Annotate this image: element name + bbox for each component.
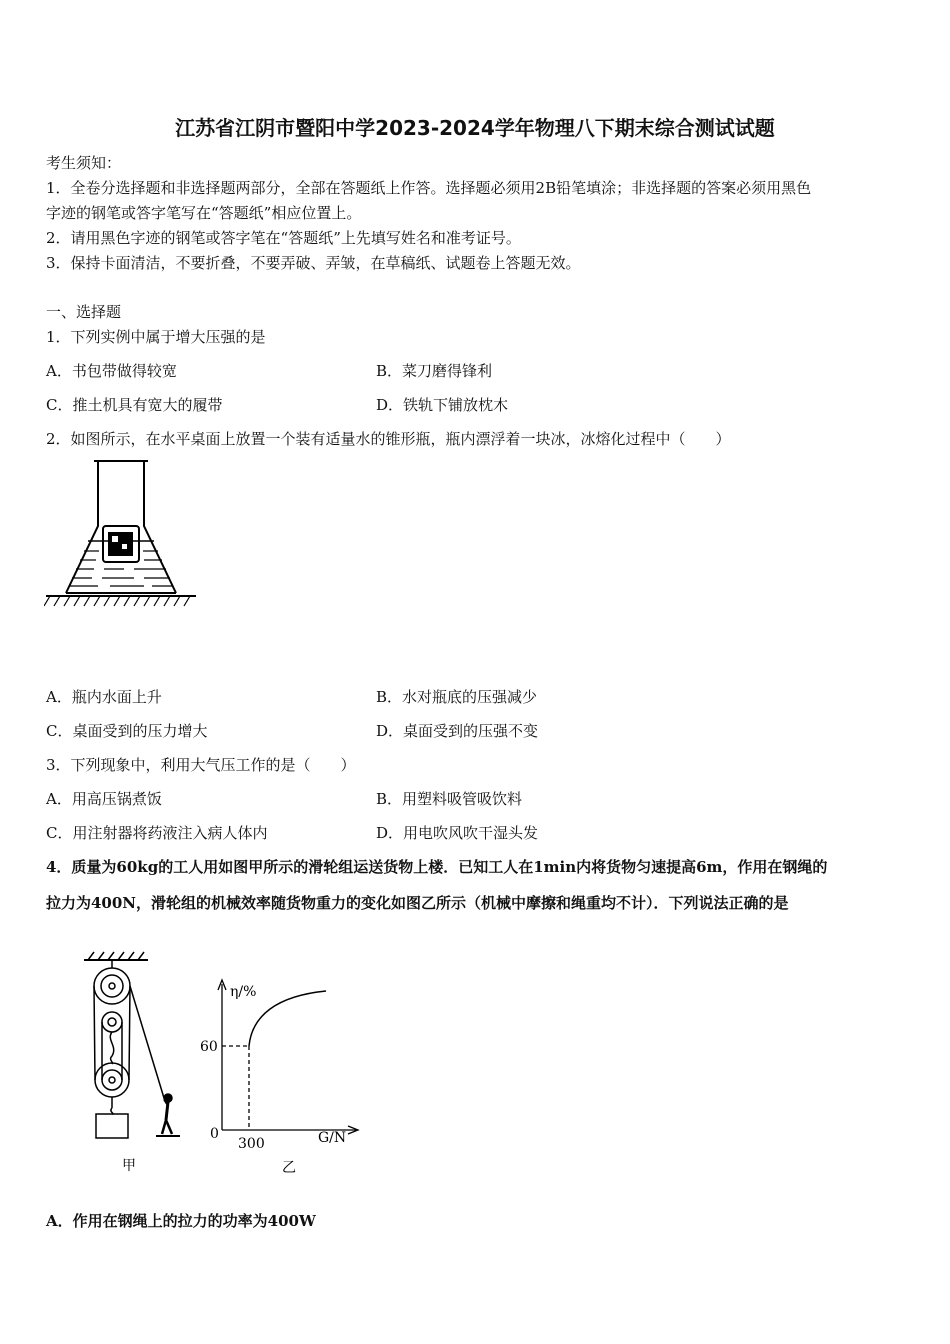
q3-option-d: D．用电吹风吹干湿头发 — [376, 824, 539, 842]
y-axis-label: η/% — [230, 984, 257, 1000]
question-3-stem: 3．下列现象中，利用大气压工作的是（ ） — [46, 756, 356, 774]
q1-option-d: D．铁轨下铺放枕木 — [376, 396, 509, 414]
section-heading: 一、选择题 — [46, 303, 122, 321]
figure-yi-label: 乙 — [282, 1160, 296, 1176]
question-2-stem: 2．如图所示，在水平桌面上放置一个装有适量水的锥形瓶，瓶内漂浮着一块冰，冰熔化过程中（ ） — [46, 430, 731, 448]
pulley-system-figure — [76, 948, 196, 1178]
notice-item: 3．保持卡面清洁，不要折叠，不要弄破、弄皱，在草稿纸、试题卷上答题无效。 — [46, 254, 581, 272]
y-tick-60: 60 — [200, 1039, 218, 1055]
notice-item: 1．全卷分选择题和非选择题两部分，全部在答题纸上作答。选择题必须用2B铅笔填涂；非选择题的答案必须用黑色 — [46, 179, 812, 197]
x-axis-label: G/N — [318, 1130, 347, 1146]
q2-option-d: D．桌面受到的压强不变 — [376, 722, 539, 740]
q2-option-a: A．瓶内水面上升 — [46, 688, 162, 706]
q3-option-a: A．用高压锅煮饭 — [46, 790, 162, 808]
conical-flask-figure — [44, 456, 204, 612]
notice-heading: 考生须知： — [46, 154, 122, 172]
question-4-stem-line1: 4．质量为60kg的工人用如图甲所示的滑轮组运送货物上楼．已知工人在1min内将货物匀速提高6m，作用在钢绳的 — [46, 858, 828, 876]
q4-option-a: A．作用在钢绳上的拉力的功率为400W — [46, 1212, 316, 1230]
q1-option-c: C．推土机具有宽大的履带 — [46, 396, 223, 414]
question-1-stem: 1．下列实例中属于增大压强的是 — [46, 328, 266, 346]
q1-option-a: A．书包带做得较宽 — [46, 362, 177, 380]
origin-label: 0 — [210, 1126, 219, 1142]
figure-jia-label: 甲 — [122, 1158, 136, 1174]
efficiency-graph — [196, 976, 366, 1176]
x-tick-300: 300 — [238, 1136, 265, 1152]
notice-item: 字迹的钢笔或答字笔写在“答题纸”相应位置上。 — [46, 204, 362, 222]
page-title: 江苏省江阴市暨阳中学2023-2024学年物理八下期末综合测试试题 — [175, 116, 775, 140]
q3-option-b: B．用塑料吸管吸饮料 — [376, 790, 523, 808]
q2-option-b: B．水对瓶底的压强减少 — [376, 688, 538, 706]
q2-option-c: C．桌面受到的压力增大 — [46, 722, 208, 740]
notice-item: 2．请用黑色字迹的钢笔或答字笔在“答题纸”上先填写姓名和准考证号。 — [46, 229, 521, 247]
q3-option-c: C．用注射器将药液注入病人体内 — [46, 824, 268, 842]
q1-option-b: B．菜刀磨得锋利 — [376, 362, 493, 380]
question-4-stem-line2: 拉力为400N，滑轮组的机械效率随货物重力的变化如图乙所示（机械中摩擦和绳重均不计）．下列说法正确的是 — [46, 894, 789, 912]
